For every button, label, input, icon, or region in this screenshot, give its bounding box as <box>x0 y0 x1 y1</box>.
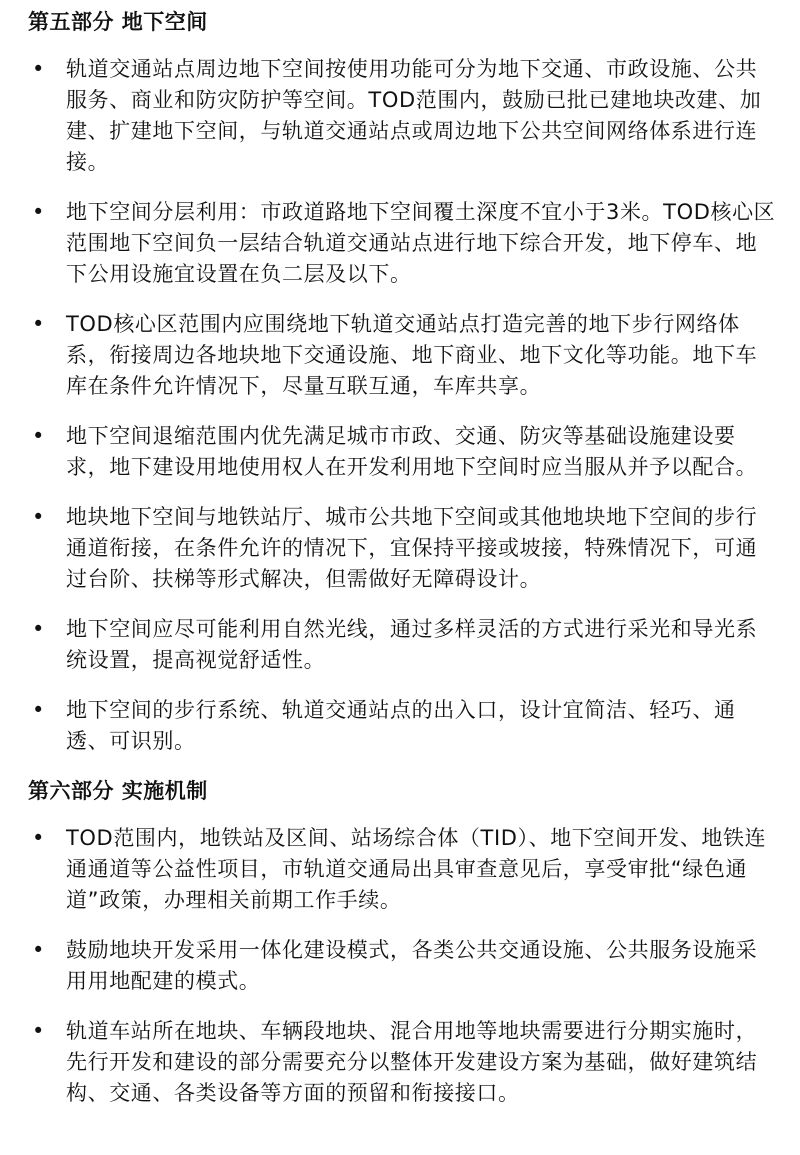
list-item-text: TOD范围内，地铁站及区间、站场综合体（TID）、地下空间开发、地铁连通通道等公益性项目，市轨道交通局出具审查意见后，享受审批“绿色通道”政策，办理相关前期工作手续。 <box>66 826 767 912</box>
bullet-icon: • <box>32 57 45 81</box>
list-item <box>28 695 776 757</box>
list-item-text: 鼓励地块开发采用一体化建设模式，各类公共交通设施、公共服务设施采用用地配建的模式。 <box>66 938 758 993</box>
bullet-icon: • <box>32 698 45 722</box>
list-item-text: 地下空间应尽可能利用自然光线，通过多样灵活的方式进行采光和导光系统设置，提高视觉舒适性。 <box>66 617 758 672</box>
bullet-icon: • <box>32 938 45 962</box>
list-item <box>28 614 776 676</box>
bullet-icon: • <box>32 312 45 336</box>
bullet-icon: • <box>32 424 45 448</box>
list-item-text: 地块地下空间与地铁站厅、城市公共地下空间或其他地块地下空间的步行通道衔接，在条件允许的情况下，宜保持平接或坡接，特殊情况下，可通过台阶、扶梯等形式解决，但需做好无障碍设计。 <box>66 505 758 591</box>
section-6-list <box>28 823 776 1109</box>
bullet-icon: • <box>32 505 45 529</box>
list-item <box>28 197 776 290</box>
list-item-text: 地下空间退缩范围内优先满足城市市政、交通、防灾等基础设施建设要求，地下建设用地使用权人在开发利用地下空间时应当服从并予以配合。 <box>66 424 758 479</box>
list-item-text: TOD核心区范围内应围绕地下轨道交通站点打造完善的地下步行网络体系，衔接周边各地块地下交通设施、地下商业、地下文化等功能。地下车库在条件允许情况下，尽量互联互通，车库共享。 <box>66 312 758 398</box>
list-item-text: 地下空间分层利用：市政道路地下空间覆土深度不宜小于3米。TOD核心区范围地下空间负一层结合轨道交通站点进行地下综合开发，地下停车、地下公用设施宜设置在负二层及以下。 <box>66 200 776 286</box>
bullet-icon: • <box>32 1019 45 1043</box>
list-item-text: 地下空间的步行系统、轨道交通站点的出入口，设计宜简洁、轻巧、通透、可识别。 <box>66 698 736 753</box>
list-item <box>28 309 776 402</box>
bullet-icon: • <box>32 826 45 850</box>
section-5-title: 第五部分 地下空间 <box>28 10 208 34</box>
list-item-text: 轨道交通站点周边地下空间按使用功能可分为地下交通、市政设施、公共服务、商业和防灾防护等空间。TOD范围内，鼓励已批已建地块改建、加建、扩建地下空间，与轨道交通站点或周边地下公共空间网络体系进行连接。 <box>66 57 762 174</box>
bullet-icon: • <box>32 617 45 641</box>
list-item <box>28 823 776 916</box>
list-item <box>28 421 776 483</box>
list-item <box>28 54 776 178</box>
list-item <box>28 1016 776 1109</box>
bullet-icon: • <box>32 200 45 224</box>
section-5-list <box>28 54 776 757</box>
section-6-title: 第六部分 实施机制 <box>28 779 208 803</box>
list-item-text: 轨道车站所在地块、车辆段地块、混合用地等地块需要进行分期实施时，先行开发和建设的部分需要充分以整体开发建设方案为基础，做好建筑结构、交通、各类设备等方面的预留和衔接接口。 <box>66 1019 758 1105</box>
list-item <box>28 935 776 997</box>
list-item <box>28 502 776 595</box>
